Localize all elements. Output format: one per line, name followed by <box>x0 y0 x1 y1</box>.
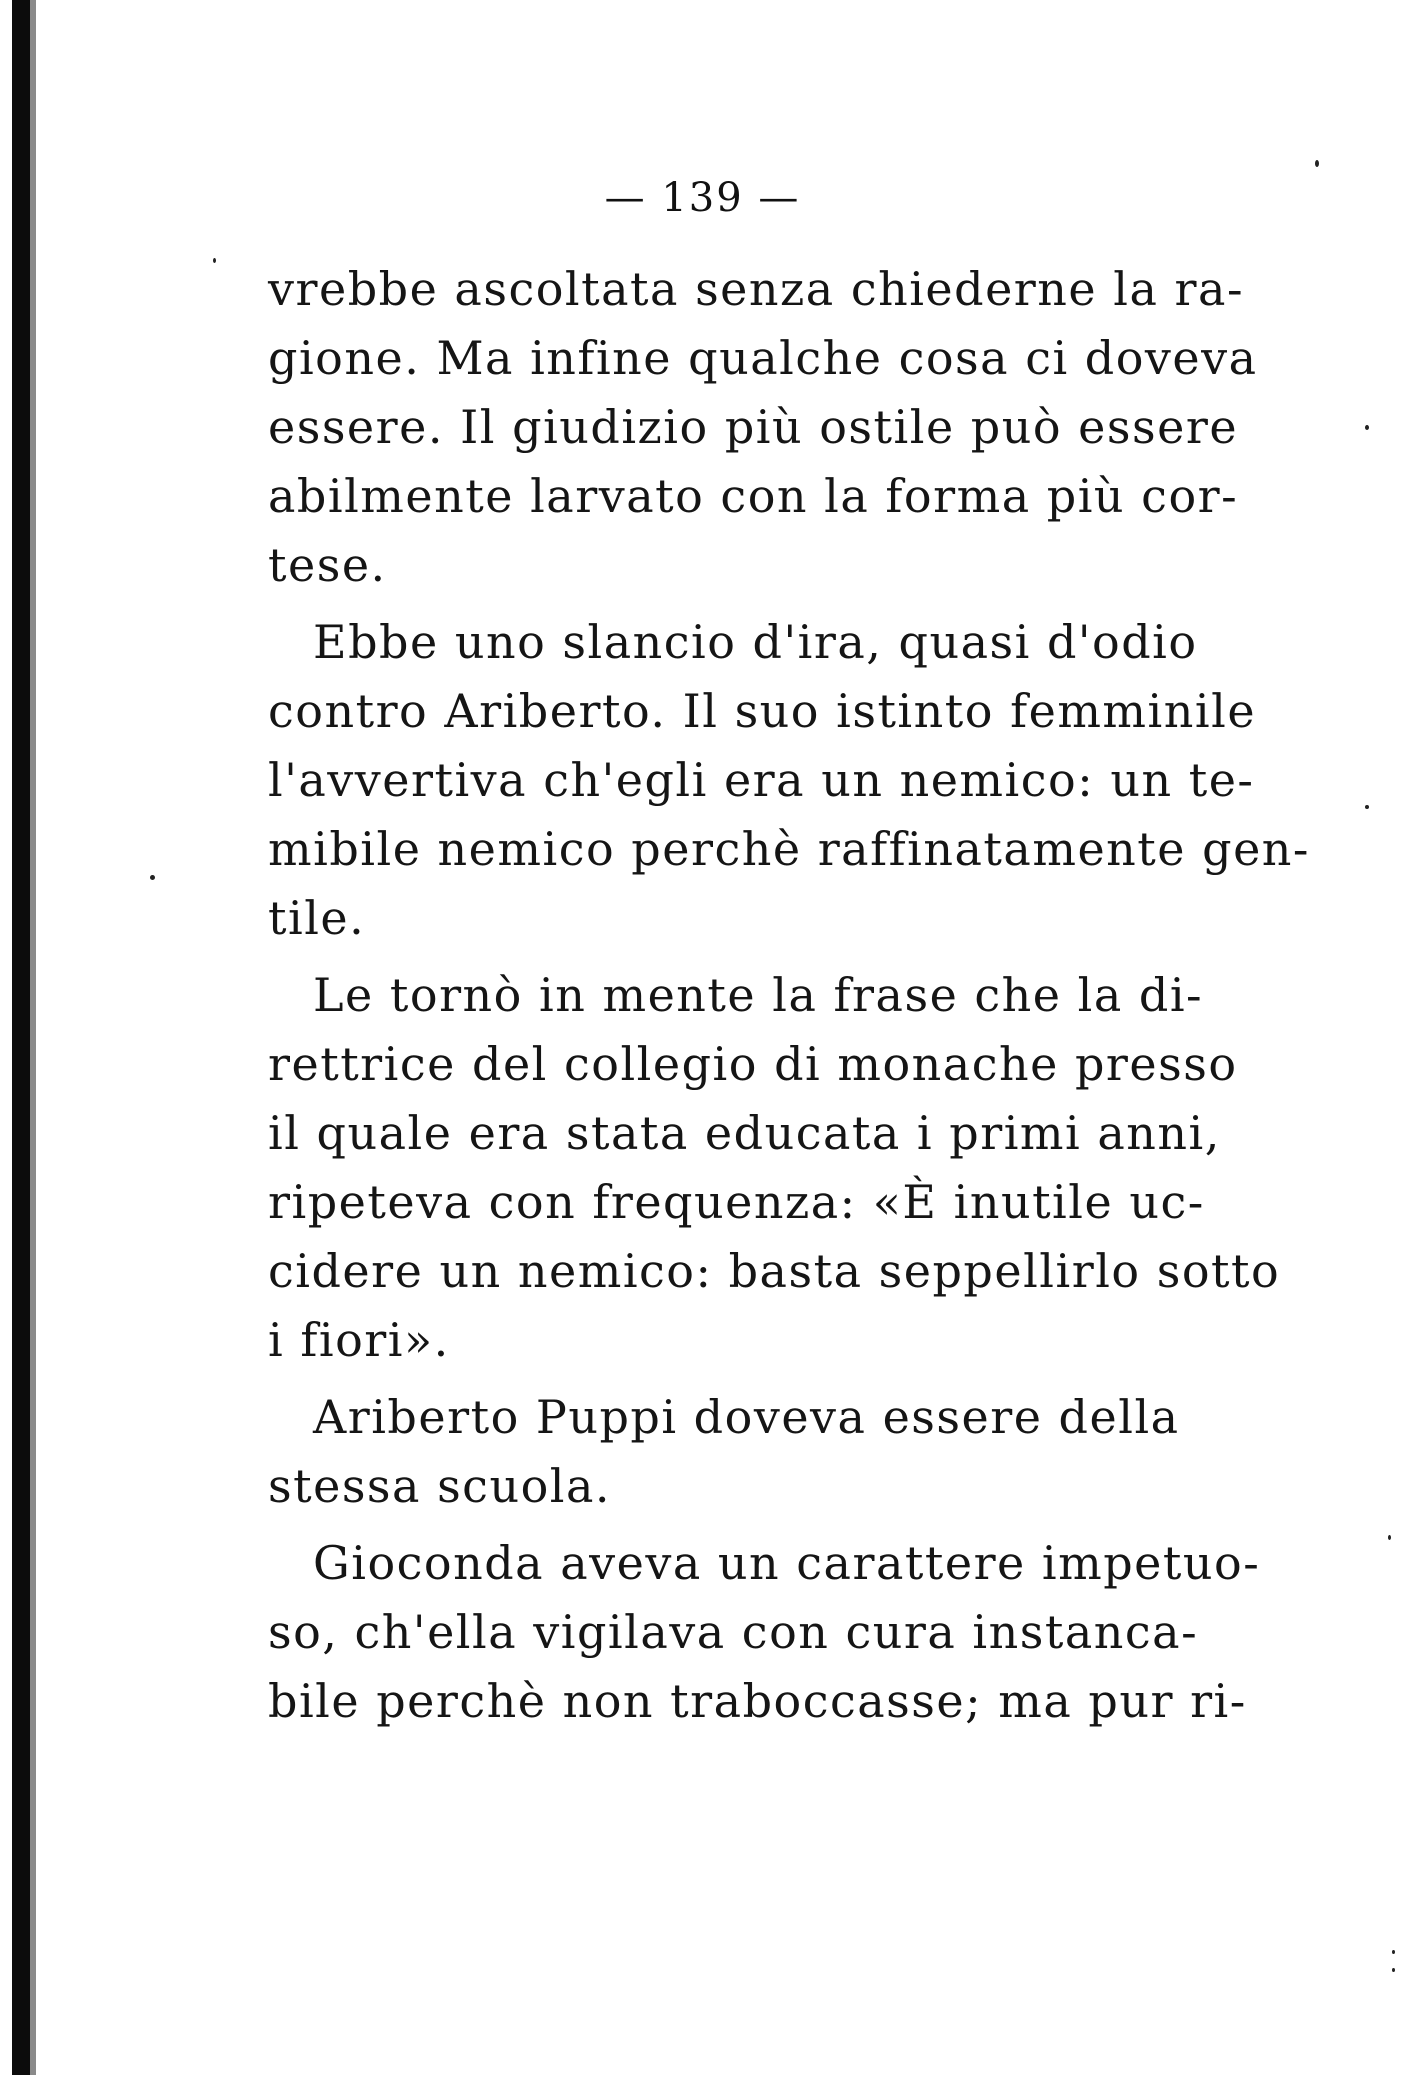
text-line: cidere un nemico: basta seppellirlo sotto <box>268 1244 1281 1298</box>
text-line: il quale era stata educata i primi anni, <box>268 1106 1221 1160</box>
text-line: gione. Ma infine qualche cosa ci doveva <box>268 331 1258 385</box>
text-line: i fiori». <box>268 1313 450 1367</box>
text-line: tile. <box>268 891 366 945</box>
scan-speck <box>1365 805 1369 809</box>
body-text <box>268 255 1310 1736</box>
text-line: Gioconda aveva un carattere impetuo- <box>313 1536 1261 1590</box>
text-line: abilmente larvato con la forma più cor- <box>268 469 1239 523</box>
text-line: Le tornò in mente la frase che la di- <box>313 968 1204 1022</box>
text-line: essere. Il giudizio più ostile può essere <box>268 400 1239 454</box>
text-line: mibile nemico perchè raffinatamente gen- <box>268 822 1310 876</box>
text-line: stessa scuola. <box>268 1459 612 1513</box>
text-line: tese. <box>268 538 387 592</box>
text-line: vrebbe ascoltata senza chiederne la ra- <box>268 262 1244 316</box>
scan-speck <box>1392 1968 1395 1972</box>
text-line: rettrice del collegio di monache presso <box>268 1037 1238 1091</box>
text-line: so, ch'ella vigilava con cura instanca- <box>268 1605 1199 1659</box>
binding-shadow <box>30 0 36 2075</box>
text-line: l'avvertiva ch'egli era un nemico: un te- <box>268 753 1255 807</box>
scan-speck <box>1392 1950 1395 1954</box>
scan-speck <box>1388 1535 1391 1540</box>
text-line: Ariberto Puppi doveva essere della <box>313 1390 1180 1444</box>
text-line: bile perchè non traboccasse; ma pur ri- <box>268 1674 1247 1728</box>
scan-speck <box>1315 160 1319 167</box>
text-line: contro Ariberto. Il suo istinto femminile <box>268 684 1257 738</box>
page-number: — 139 — <box>604 175 801 221</box>
scan-speck <box>213 258 216 263</box>
scan-speck <box>1365 425 1369 430</box>
text-line: Ebbe uno slancio d'ira, quasi d'odio <box>313 615 1198 669</box>
binding-edge <box>12 0 30 2075</box>
scan-speck <box>150 875 155 880</box>
text-line: ripeteva con frequenza: «È inutile uc- <box>268 1175 1205 1229</box>
